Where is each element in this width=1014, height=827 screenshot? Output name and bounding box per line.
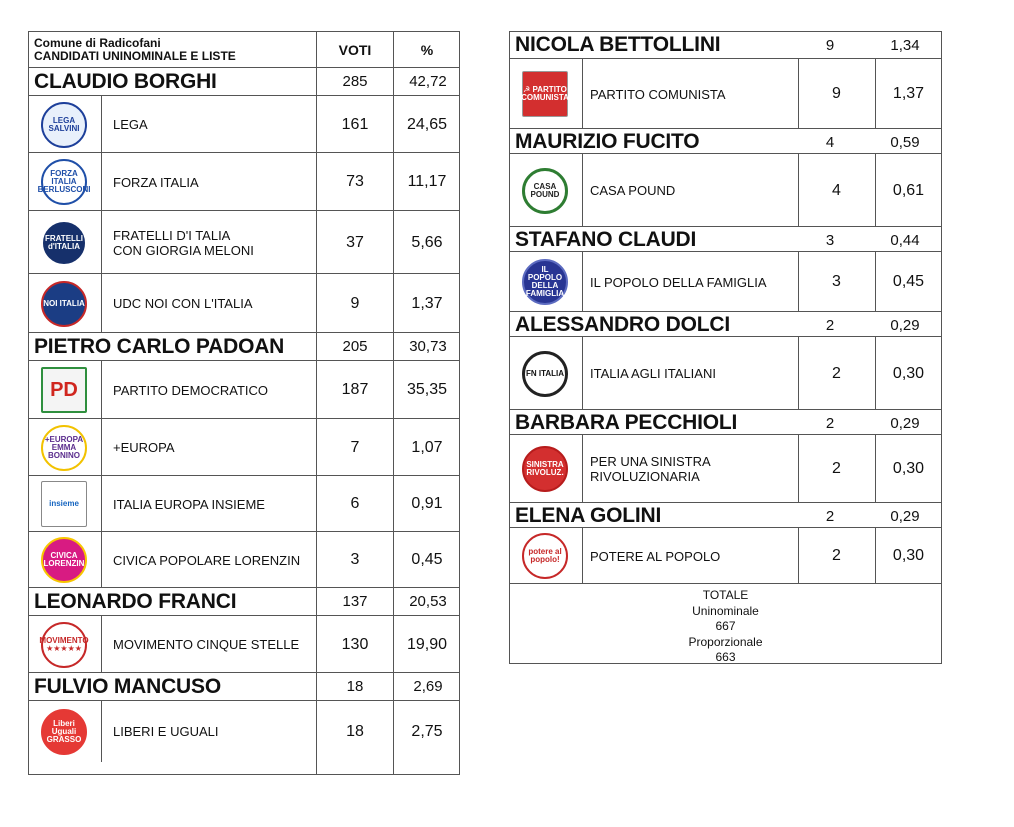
- candidate-percent: 0,29: [890, 317, 920, 334]
- candidate-votes: 137: [342, 593, 368, 610]
- list-name: LIBERI E UGUALI: [113, 724, 219, 739]
- list-votes: 2: [832, 365, 841, 382]
- candidate-percent: 0,59: [890, 134, 920, 151]
- list-percent: 0,30: [892, 547, 925, 564]
- logo-column-divider: [101, 701, 102, 762]
- list-percent: 24,65: [406, 116, 448, 133]
- logo-column-divider: [101, 616, 102, 672]
- list-votes: 9: [350, 295, 360, 312]
- list-row: [29, 701, 459, 762]
- candidate-row: [29, 673, 459, 701]
- logo-column-divider: [101, 361, 102, 418]
- header-subtitle: CANDIDATI UNINOMINALE E LISTE: [34, 49, 236, 63]
- candidate-name: LEONARDO FRANCI: [34, 590, 237, 613]
- list-percent: 0,30: [892, 460, 925, 477]
- list-votes: 73: [346, 173, 364, 190]
- pd-logo-icon: PD: [41, 367, 87, 413]
- list-row: [29, 532, 459, 588]
- list-percent: 1,07: [411, 439, 443, 456]
- insieme-logo-icon: insieme: [41, 481, 87, 527]
- votes-column-header: VOTI: [338, 42, 372, 58]
- list-votes: 9: [832, 85, 841, 102]
- candidate-row: [510, 129, 941, 154]
- list-votes: 18: [346, 723, 364, 740]
- list-percent: 0,45: [892, 273, 925, 290]
- list-row: [29, 96, 459, 153]
- list-row: [510, 528, 941, 584]
- list-votes: 130: [341, 636, 369, 653]
- list-name: CIVICA POPOLARE LORENZIN: [113, 553, 301, 568]
- list-name: CASA POUND: [590, 183, 676, 198]
- list-row: [29, 419, 459, 476]
- candidate-row: [510, 32, 941, 59]
- list-votes: 161: [341, 116, 369, 133]
- fratelli-d-italia-logo-icon: FRATELLI d'ITALIA: [41, 220, 87, 266]
- logo-column-divider: [582, 59, 583, 128]
- candidate-row: [29, 333, 459, 361]
- logo-column-divider: [582, 252, 583, 311]
- logo-column-divider: [101, 419, 102, 475]
- sinistra-rivoluzionaria-logo-icon: SINISTRA RIVOLUZ.: [522, 446, 568, 492]
- list-row: [29, 211, 459, 274]
- candidate-name: CLAUDIO BORGHI: [34, 70, 217, 93]
- list-name: PARTITO DEMOCRATICO: [113, 383, 269, 398]
- list-votes: 6: [350, 495, 360, 512]
- proportional-label: Proporzionale: [688, 634, 763, 649]
- movimento-logo-icon: MOVIMENTO ★★★★★: [41, 622, 87, 668]
- candidate-row: [29, 588, 459, 616]
- liberi-uguali-grasso-logo-icon: Liberi Uguali GRASSO: [41, 709, 87, 755]
- il-popolo-della-famiglia-logo-icon: IL POPOLO DELLA FAMIGLIA: [522, 259, 568, 305]
- logo-column-divider: [101, 211, 102, 273]
- list-name: IL POPOLO DELLA FAMIGLIA: [590, 275, 767, 290]
- fn-italia-agli-italiani-logo-icon: FN ITALIA: [522, 351, 568, 397]
- candidate-votes: 18: [346, 678, 364, 695]
- partito-comunista-logo-icon: ☭ PARTITO COMUNISTA: [522, 71, 568, 117]
- logo-column-divider: [101, 153, 102, 210]
- list-percent: 11,17: [407, 173, 447, 190]
- list-row: [510, 252, 941, 312]
- list-percent: 1,37: [411, 295, 443, 312]
- logo-column-divider: [101, 96, 102, 152]
- candidate-votes: 2: [825, 508, 835, 525]
- totals-section: [510, 584, 941, 663]
- candidate-name: NICOLA BETTOLLINI: [515, 33, 721, 56]
- list-percent: 0,45: [411, 551, 443, 568]
- list-percent: 1,37: [892, 85, 925, 102]
- candidate-percent: 42,72: [409, 73, 447, 90]
- list-votes: 2: [832, 547, 841, 564]
- candidate-percent: 2,69: [413, 678, 443, 695]
- list-votes: 2: [832, 460, 841, 477]
- uninominal-total: 667: [715, 619, 736, 633]
- candidate-votes: 285: [342, 73, 368, 90]
- list-name: LEGA: [113, 117, 148, 132]
- candidate-percent: 30,73: [409, 338, 447, 355]
- logo-column-divider: [582, 528, 583, 583]
- forza-italia-berlusconi-logo-icon: FORZA ITALIA BERLUSCONI: [41, 159, 87, 205]
- list-row: [29, 274, 459, 333]
- candidate-percent: 0,44: [890, 232, 920, 249]
- candidate-votes: 9: [825, 37, 835, 54]
- candidate-percent: 20,53: [409, 593, 447, 610]
- right-results-table: [509, 31, 942, 664]
- list-percent: 0,91: [411, 495, 443, 512]
- list-name: UDC NOI CON L'ITALIA: [113, 296, 253, 311]
- list-name: POTERE AL POPOLO: [590, 549, 721, 564]
- candidate-row: [510, 312, 941, 337]
- list-name: MOVIMENTO CINQUE STELLE: [113, 637, 300, 652]
- list-name: ITALIA EUROPA INSIEME: [113, 497, 265, 512]
- list-row: [510, 59, 941, 129]
- list-percent: 0,61: [892, 182, 925, 199]
- list-row: [29, 153, 459, 211]
- municipality-label: Comune di Radicofani: [34, 36, 161, 50]
- logo-column-divider: [101, 532, 102, 587]
- list-votes: 187: [341, 381, 369, 398]
- list-name: PARTITO COMUNISTA: [590, 87, 726, 102]
- candidate-percent: 1,34: [890, 37, 920, 54]
- list-votes: 7: [350, 439, 360, 456]
- list-votes: 3: [832, 273, 841, 290]
- list-row: [510, 337, 941, 410]
- logo-column-divider: [582, 435, 583, 502]
- totals-label: TOTALE: [702, 588, 749, 602]
- logo-column-divider: [582, 154, 583, 226]
- list-name: ITALIA AGLI ITALIANI: [590, 366, 716, 381]
- list-row: [29, 361, 459, 419]
- list-name: FRATELLI D'I TALIA CON GIORGIA MELONI: [113, 228, 254, 258]
- candidate-name: PIETRO CARLO PADOAN: [34, 335, 285, 358]
- list-name: PER UNA SINISTRA RIVOLUZIONARIA: [590, 454, 711, 484]
- list-votes: 37: [346, 234, 364, 251]
- candidate-row: [29, 68, 459, 96]
- list-votes: 4: [832, 182, 841, 199]
- candidate-row: [510, 503, 941, 528]
- casa-pound-logo-icon: CASA POUND: [522, 168, 568, 214]
- candidate-row: [510, 410, 941, 435]
- list-name: FORZA ITALIA: [113, 175, 199, 190]
- list-percent: 35,35: [406, 381, 448, 398]
- list-name: +EUROPA: [113, 440, 175, 455]
- list-row: [29, 476, 459, 532]
- candidate-votes: 4: [825, 134, 835, 151]
- list-row: [510, 435, 941, 503]
- list-percent: 5,66: [411, 234, 443, 251]
- civica-popolare-lorenzin-logo-icon: CIVICA LORENZIN: [41, 537, 87, 583]
- list-percent: 19,90: [406, 636, 448, 653]
- list-percent: 0,30: [892, 365, 925, 382]
- candidate-name: MAURIZIO FUCITO: [515, 130, 700, 153]
- candidate-votes: 2: [825, 415, 835, 432]
- potere-al-popolo-logo-icon: potere al popolo!: [522, 533, 568, 579]
- list-row: [29, 616, 459, 673]
- logo-column-divider: [101, 476, 102, 531]
- candidate-name: ALESSANDRO DOLCI: [515, 313, 730, 336]
- logo-column-divider: [582, 337, 583, 409]
- list-row: [510, 154, 941, 227]
- noi-italia-logo-icon: NOI ITALIA: [41, 281, 87, 327]
- lega-salvini-logo-icon: LEGA SALVINI: [41, 102, 87, 148]
- candidate-percent: 0,29: [890, 415, 920, 432]
- candidate-votes: 2: [825, 317, 835, 334]
- europa-emma-bonino-logo-icon: +EUROPA EMMA BONINO: [41, 425, 87, 471]
- candidate-name: ELENA GOLINI: [515, 504, 662, 527]
- candidate-name: STAFANO CLAUDI: [515, 228, 697, 251]
- candidate-name: FULVIO MANCUSO: [34, 675, 221, 698]
- candidate-votes: 205: [342, 338, 368, 355]
- table-header: [29, 32, 459, 68]
- left-results-table: [28, 31, 460, 775]
- candidate-name: BARBARA PECCHIOLI: [515, 411, 738, 434]
- proportional-total: 663: [715, 650, 736, 664]
- candidate-row: [510, 227, 941, 252]
- candidate-votes: 3: [825, 232, 835, 249]
- candidate-percent: 0,29: [890, 508, 920, 525]
- list-votes: 3: [350, 551, 360, 568]
- list-percent: 2,75: [411, 723, 443, 740]
- percent-column-header: %: [420, 42, 434, 58]
- uninominal-label: Uninominale: [692, 603, 759, 618]
- logo-column-divider: [101, 274, 102, 332]
